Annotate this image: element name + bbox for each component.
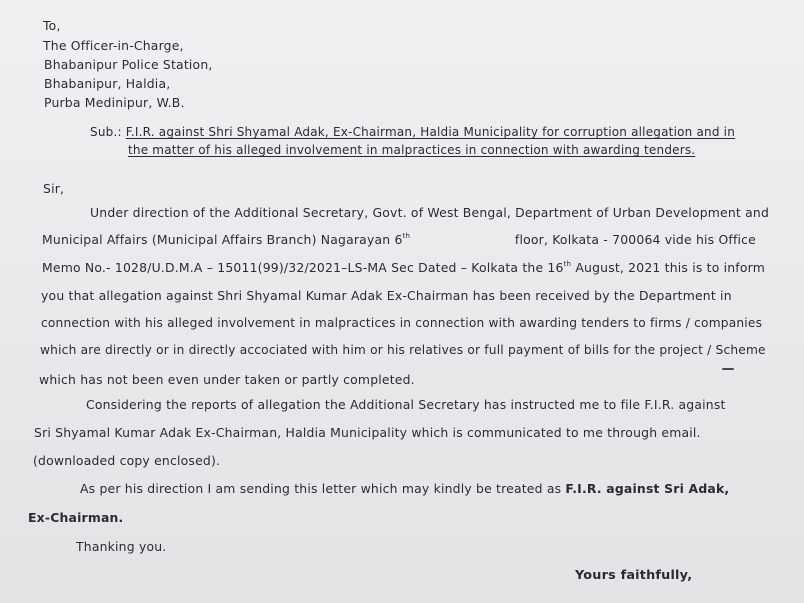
subject-prefix: Sub.:: [90, 125, 122, 139]
para3-line-2: Ex-Chairman.: [28, 510, 124, 525]
para1-line-6: which are directly or in directly accociated with him or his relatives or full payment of bills for the project / Scheme: [40, 343, 766, 357]
subject-line-2: the matter of his alleged involvement in malpractices in connection with awarding tenders.: [128, 143, 696, 157]
para1-line-7: which has not been even under taken or partly completed.: [39, 372, 415, 387]
para1-line-5: connection with his alleged involvement in malpractices in connection with awarding tenders to firms / companies: [41, 316, 763, 330]
fir-emphasis: F.I.R. against Sri Adak,: [565, 481, 730, 496]
para1-line-3: Memo No.- 1028/U.D.M.A – 15011(99)/32/2021–LS-MA Sec Dated – Kolkata the 16th August, 2021 this is to inform: [42, 260, 766, 275]
para1-line-1-text: Under direction of the Additional Secretary, Govt. of West Bengal, Department of Urban Development and: [90, 205, 770, 220]
para2-line-2: Sri Shyamal Kumar Adak Ex-Chairman, Haldia Municipality which is communicated to me through email.: [34, 425, 701, 440]
para1-line-2-a: Municipal Affairs (Municipal Affairs Branch) Nagarayan 6th: [42, 232, 411, 247]
address-line-4: Purba Medinipur, W.B.: [44, 95, 185, 110]
subject-line-1: [90, 125, 735, 139]
address-line-3: Bhabanipur, Haldia,: [44, 76, 171, 91]
address-line-2: Bhabanipur Police Station,: [44, 57, 213, 72]
closing-text: Yours faithfully,: [575, 568, 693, 583]
thanks-text: Thanking you.: [76, 539, 167, 554]
para3-line-1: As per his direction I am sending this letter which may kindly be treated as F.I.R. against Sri Adak,: [80, 481, 730, 496]
subject-text-1: F.I.R. against Shri Shyamal Adak, Ex-Chairman, Haldia Municipality for corruption allegation and in: [125, 125, 736, 139]
address-line-1: The Officer-in-Charge,: [43, 38, 184, 53]
address-to: To,: [43, 18, 61, 33]
para1-line-4: you that allegation against Shri Shyamal Kumar Adak Ex-Chairman has been received by the Department in: [41, 288, 732, 303]
salutation: Sir,: [43, 181, 65, 196]
para2-line-1: Considering the reports of allegation the Additional Secretary has instructed me to file F.I.R. against: [86, 397, 726, 412]
pen-mark: [722, 368, 734, 370]
para2-line-3: (downloaded copy enclosed).: [33, 453, 221, 468]
para1-line-2-b: floor, Kolkata - 700064 vide his Office: [514, 232, 756, 247]
para1-line-1: [90, 205, 770, 220]
para1-line-2: [42, 232, 756, 247]
